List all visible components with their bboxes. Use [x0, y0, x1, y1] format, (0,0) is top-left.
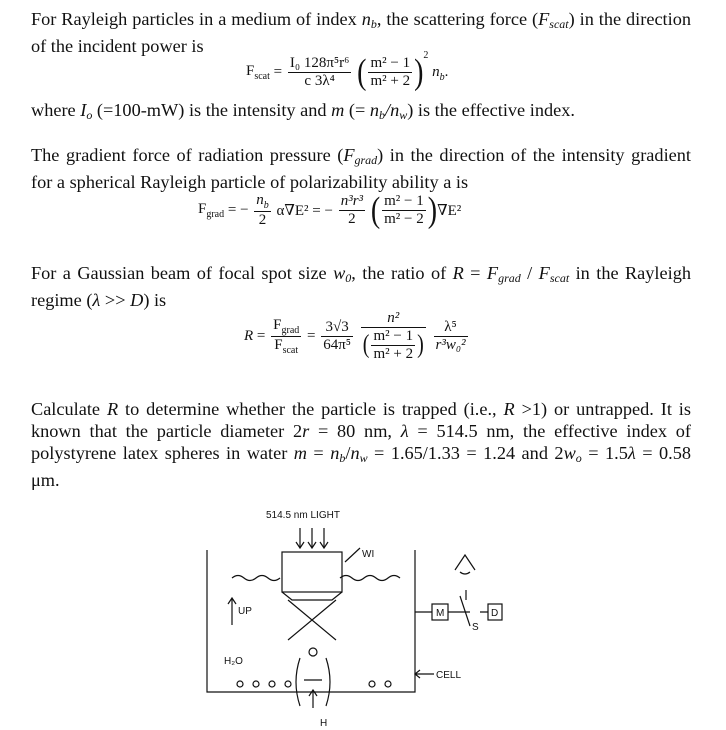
eq1-nb-sub: b	[439, 72, 445, 83]
light-label: 514.5 nm LIGHT	[266, 510, 340, 521]
objective	[282, 552, 342, 592]
eq1-inner-den: m² + 2	[370, 73, 411, 90]
up-arrow	[228, 598, 236, 625]
paragraph-gradient-force: The gradient force of radiation pressure $(F_{grad})$ in the direction of the intensity gradient for a spherical Rayleigh particle of polarizability ability a is	[31, 145, 691, 192]
shutter	[460, 590, 470, 626]
eq3-lhs: R	[244, 328, 254, 344]
text: ) in the direction of the incident power is	[31, 9, 691, 56]
symbol-F: F	[538, 9, 550, 29]
eq2-index-fraction: $\frac{\text{m² − 1}}{\text{m² − 2}}$	[384, 193, 424, 227]
eq2-lhs: $F_{grad}$	[198, 201, 225, 220]
paragraph-where: where $I_o$ (=100-mW) is the intensity and m (= $n_b/n_w$) is the effective index.	[31, 100, 575, 122]
m-label: M	[436, 608, 445, 619]
h-label: H	[320, 718, 328, 729]
text: For Rayleigh particles in a medium of index	[31, 9, 362, 29]
eq1-denominator: c 3λ⁴	[304, 73, 335, 90]
d-label: D	[491, 608, 499, 619]
s-label: S	[472, 622, 479, 633]
eq1-exponent: 2	[423, 50, 429, 61]
up-label: UP	[238, 606, 252, 617]
eq3-index-term: n² ( $\frac{\text{m² − 1}}{\text{m² + 2}}$ )	[362, 310, 424, 362]
water-surface	[232, 576, 400, 581]
eq2-fraction-2: $\frac{\text{n³r³}}{2}$	[340, 193, 364, 227]
equation-gradient-force: $F_{grad}$ = − $\frac{n_b}{2}$ α∇E² = − $\frac{\text{n³r³}}{2}$ ( $\frac{\text{m² − 1}}{\text{m² − 2}}$ )∇E²	[198, 189, 462, 230]
paragraph-calculate: Calculate R to determine whether the particle is trapped (i.e., R >1) or untrapped. It is known that the particle diameter 2r = 80 nm, λ = 514.5 nm, the effective index of polystyrene latex spheres in water $m = n_b/n_w = 1.65/1.33 = 1.24$ and $2w_o = 1.5\lambda = 0.58$ μm.	[31, 399, 691, 490]
eq1-lhs: $F_{scat}$	[246, 63, 270, 83]
subscript: b	[370, 17, 377, 31]
cell-label: CELL	[436, 670, 462, 681]
paragraph-gaussian-beam: For a Gaussian beam of focal spot size $w_0$, the ratio of $R = F_{grad} / F_{scat}$ in the Rayleigh regime (λ >> D) is	[31, 263, 691, 310]
eye-icon	[455, 555, 475, 574]
eq3-wavelength-term: $\frac{\text{λ⁵}}{\text{r³w₀²}}$	[435, 319, 466, 353]
light-arrows	[300, 528, 324, 548]
eq1-inner-num: m² − 1	[370, 55, 411, 72]
subscript: scat	[549, 17, 569, 31]
equation-ratio: R = $\frac{F_{grad}}{F_{scat}}$ = $\frac{3√3}{\text{64π⁵}}$ n² ( $\frac{\text{m² − 1}}{\text{m² + 2}}$ ) $\frac{\text{λ⁵}}{\text{r³w₀²}}$	[244, 310, 466, 362]
wi-label: WI	[362, 549, 375, 560]
equation-scattering-force: $F_{scat}$ = $\frac{\text{I₀ 128π⁵r⁶}}{\text{c 3λ⁴}}$ ( $\frac{\text{m² − 1}}{\text{m² + 2}}$ )$^2$ $n_b$.	[246, 50, 449, 93]
symbol-n: n	[361, 9, 371, 29]
eq1-numerator: I₀ 128π⁵r⁶	[289, 55, 350, 72]
eq2-middle: α∇E² = −	[276, 203, 333, 219]
eq3-force-ratio: $\frac{F_{grad}}{F_{scat}}$	[273, 317, 300, 356]
h2o-label: H₂O	[224, 656, 243, 667]
beam-rays	[288, 600, 336, 640]
eq2-fraction-1: $\frac{n_b}{2}$	[256, 192, 269, 228]
text: , the scattering force (	[376, 9, 539, 29]
eq1-nb: n	[432, 64, 440, 81]
eq2-gradient: ∇E²	[437, 203, 462, 219]
eq3-constant: $\frac{3√3}{\text{64π⁵}}$	[323, 319, 352, 353]
